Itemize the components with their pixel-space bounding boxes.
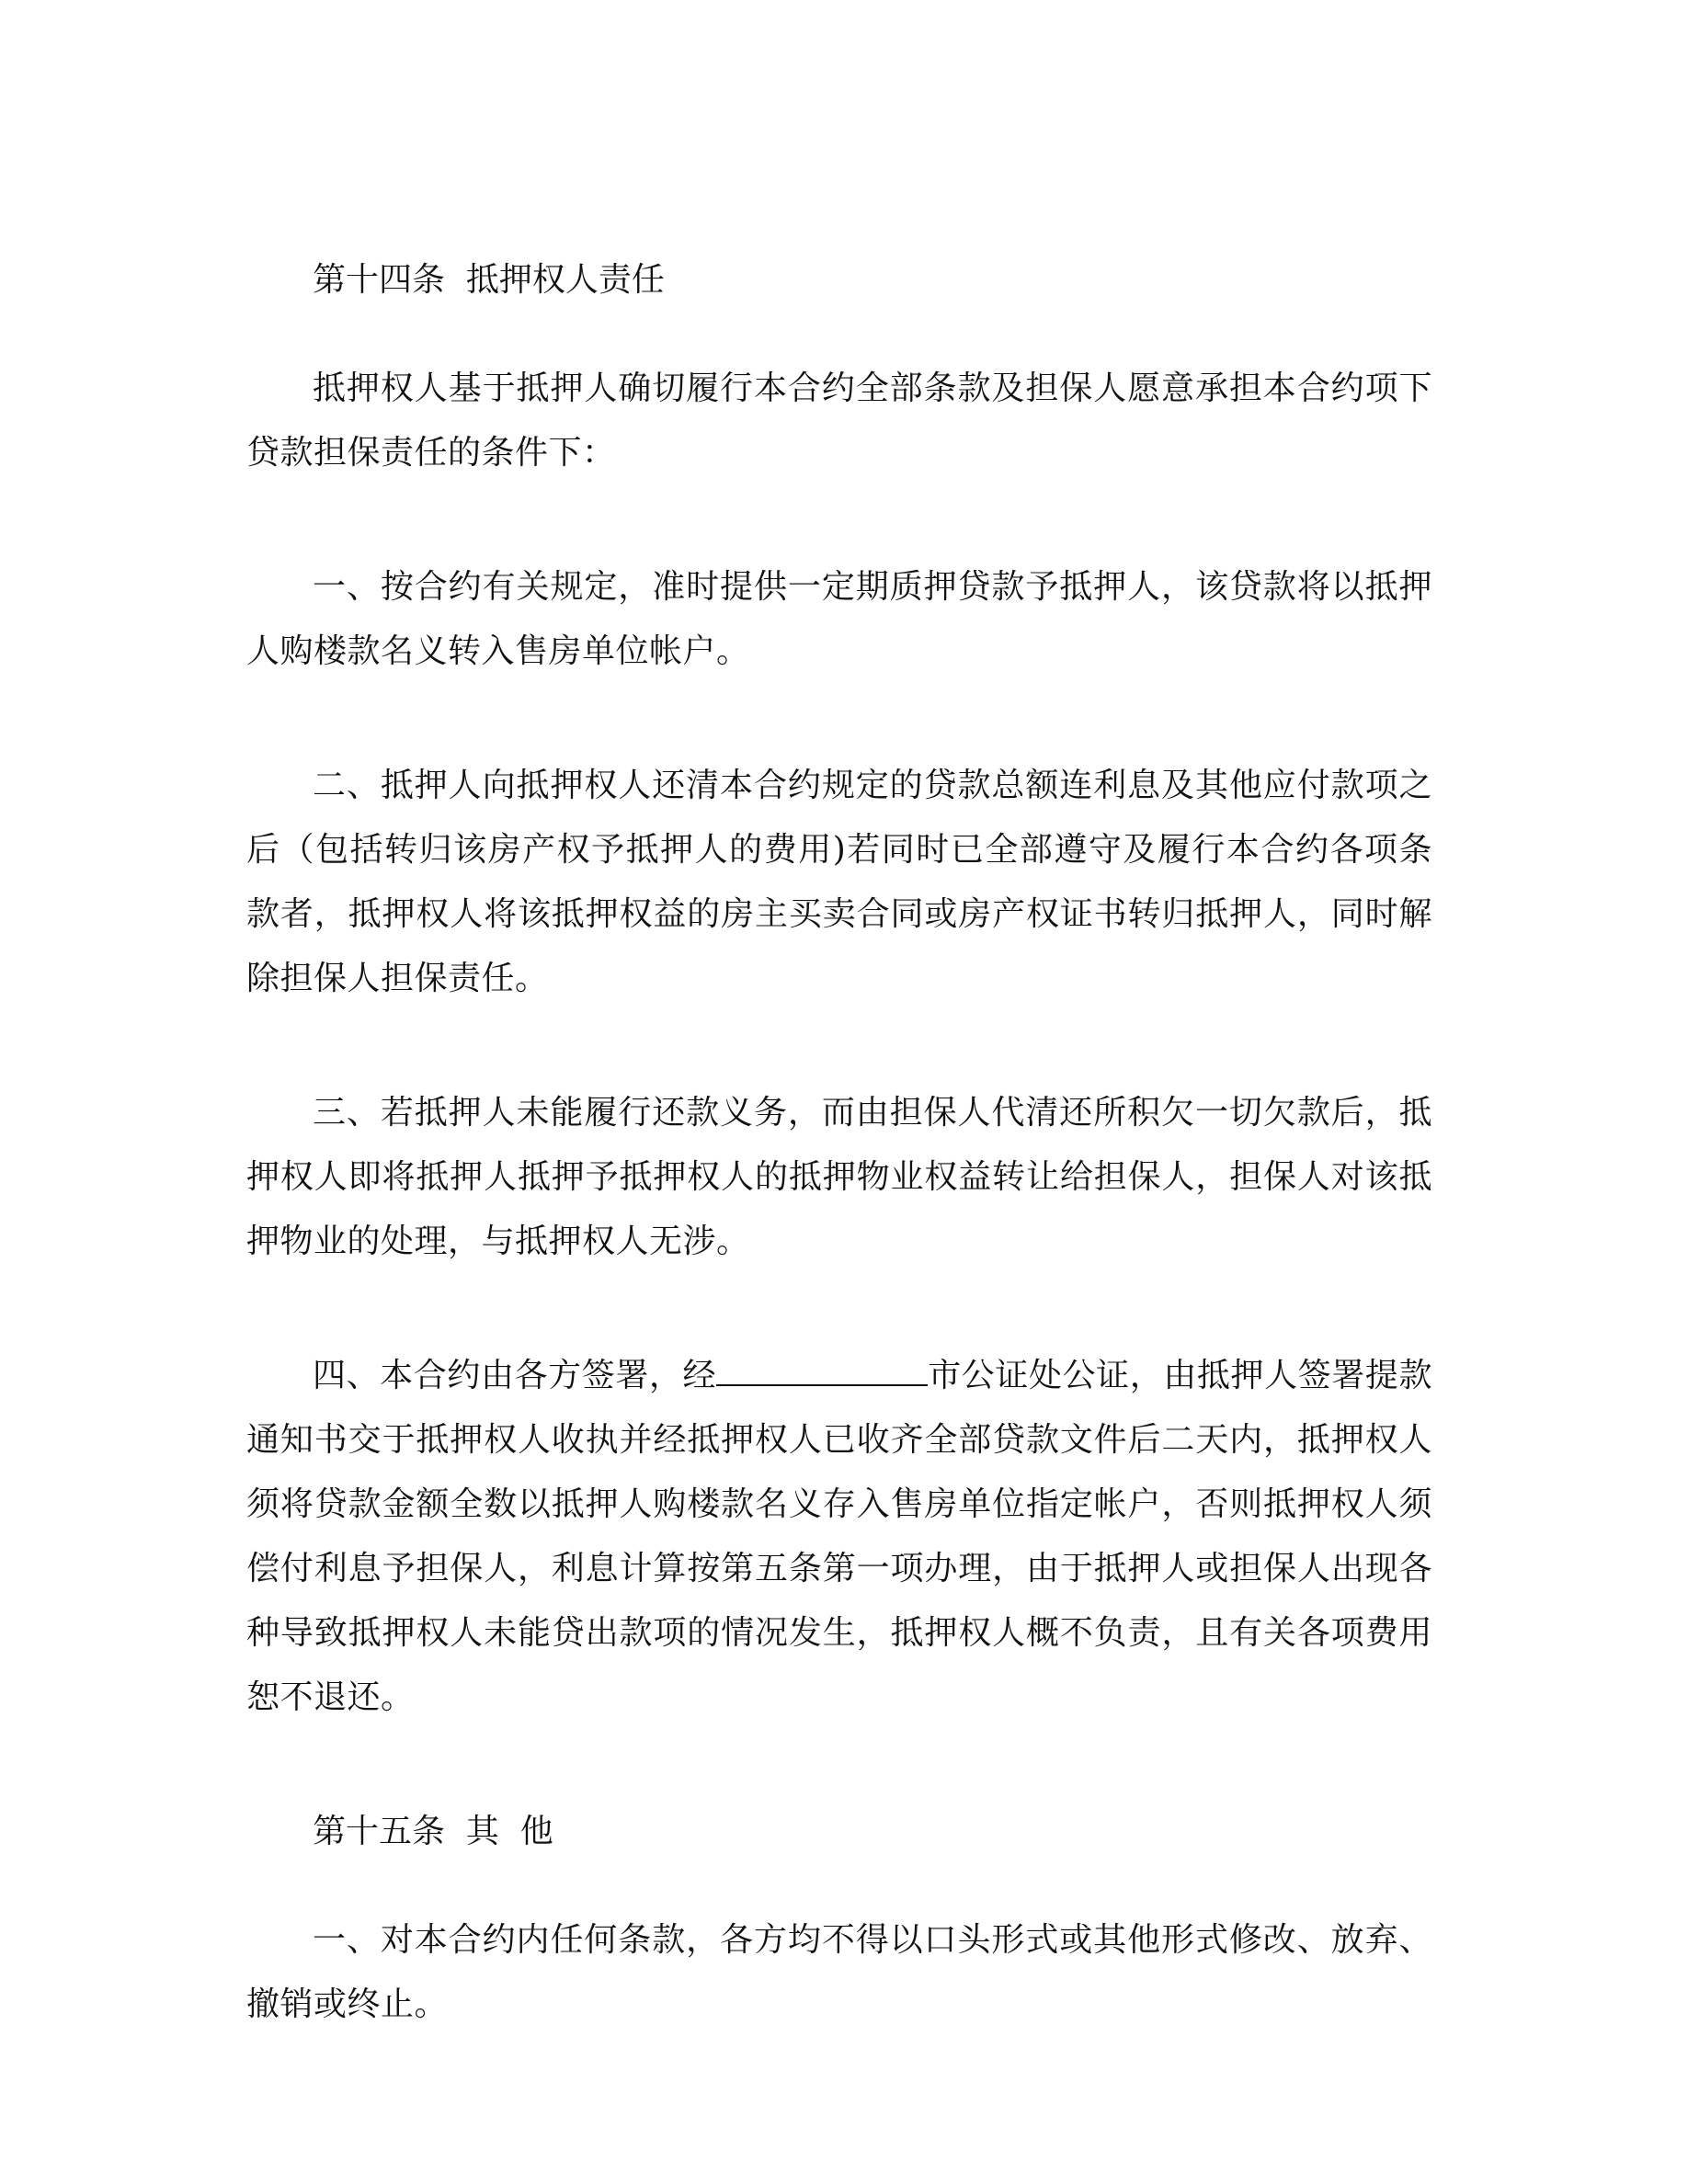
article-15-item-1: 一、对本合约内任何条款，各方均不得以口头形式或其他形式修改、放弃、撤销或终止。	[246, 1921, 1432, 2023]
notary-city-blank	[716, 1353, 928, 1386]
article-14-item-2: 二、抵押人向抵押权人还清本合约规定的贷款总额连利息及其他应付款项之后（包括转归该房产权予抵押人的费用)若同时已全部遵守及履行本合约各项条款者，抵押权人将该抵押权益的房主买卖合同或房产权证书转归抵押人，同时解除担保人担保责任。	[246, 767, 1432, 997]
article-14-item-3: 三、若抵押人未能履行还款义务，而由担保人代清还所积欠一切欠款后，抵押权人即将抵押人抵押予抵押权人的抵押物业权益转让给担保人，担保人对该抵押物业的处理，与抵押权人无涉。	[246, 1094, 1432, 1260]
article-14-item-4	[246, 1344, 1432, 1730]
document-page	[246, 248, 1432, 2107]
article-14-item-4-after: 市公证处公证，由抵押人签署提款通知书交于抵押权人收执并经抵押权人已收齐全部贷款文件后二天内，抵押权人须将贷款金额全数以抵押人购楼款名义存入售房单位指定帐户，否则抵押权人须偿付利息予担保人，利息计算按第五条第一项办理，由于抵押人或担保人出现各种导致抵押权人未能贷出款项的情况发生，抵押权人概不负责，且有关各项费用恕不退还。	[246, 1357, 1432, 1716]
article-14-intro: 抵押权人基于抵押人确切履行本合约全部条款及担保人愿意承担本合约项下贷款担保责任的条件下：	[246, 370, 1432, 472]
article-14-item-4-before: 四、本合约由各方签署，经	[313, 1357, 717, 1394]
article-14-title: 第十四条 抵押权人责任	[313, 261, 665, 299]
article-15-title: 第十五条 其 他	[313, 1813, 553, 1850]
article-14-item-1: 一、按合约有关规定，准时提供一定期质押贷款予抵押人，该贷款将以抵押人购楼款名义转入售房单位帐户。	[246, 568, 1432, 670]
